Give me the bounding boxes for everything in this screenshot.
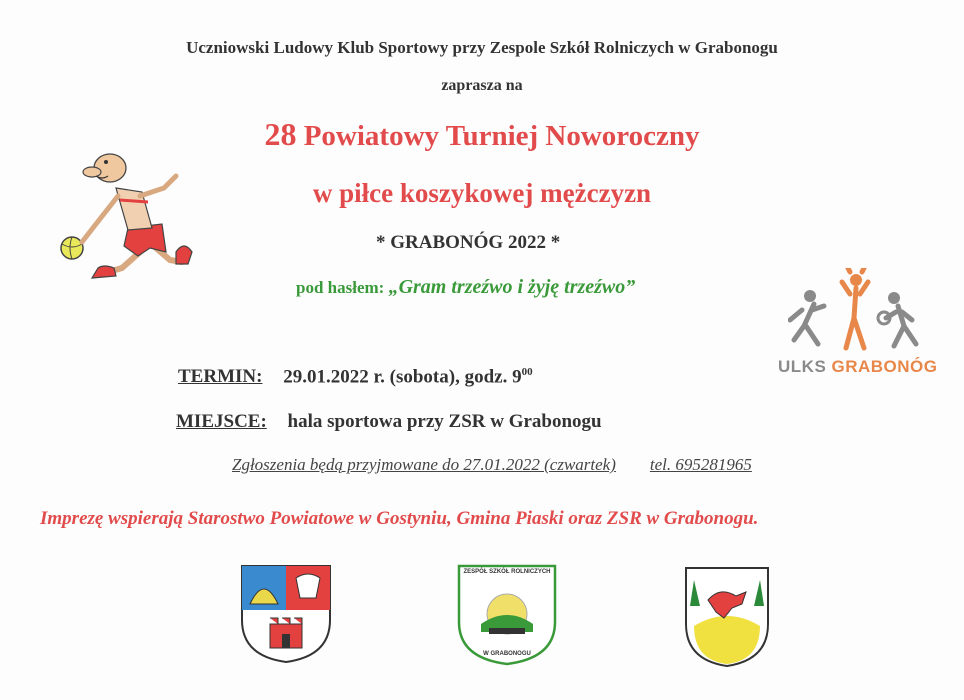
tournament-number: 28 — [264, 116, 297, 152]
miejsce-row — [176, 411, 602, 433]
club-logo-text-part2: GRABONÓG — [831, 357, 938, 376]
termin-label: TERMIN: — [178, 366, 263, 388]
organizer-header: Uczniowski Ludowy Klub Sportowy przy Zespole Szkół Rolniczych w Grabonogu — [186, 38, 778, 57]
county-coat-of-arms — [240, 564, 332, 664]
tournament-title-text: Powiatowy Turniej Noworoczny — [303, 120, 700, 152]
commune-coat-of-arms — [684, 566, 770, 668]
club-logo-figures — [788, 268, 928, 354]
sponsors-line: Imprezę wspierają Starostwo Powiatowe w Gostyniu, Gmina Piaski oraz ZSR w Grabonogu. — [40, 508, 759, 529]
termin-value: 29.01.2022 r. (sobota), godz. 9 — [283, 366, 522, 388]
club-logo-text — [778, 357, 938, 377]
miejsce-label: MIEJSCE: — [176, 411, 267, 432]
slogan-quote: „Gram trzeźwo i żyję trzeźwo” — [388, 276, 636, 298]
slogan-prefix: pod hasłem: — [296, 278, 385, 297]
edition-label: * GRABONÓG 2022 * — [376, 232, 561, 253]
slogan — [296, 276, 635, 299]
tournament-subtitle: w piłce koszykowej mężczyzn — [312, 178, 652, 208]
miejsce-value: hala sportowa przy ZSR w Grabonogu — [287, 411, 602, 432]
termin-hour-sup: 00 — [521, 366, 533, 378]
termin-row — [178, 366, 533, 388]
club-logo-text-part1: ULKS — [778, 357, 832, 376]
registration-phone: tel. 695281965 — [649, 455, 752, 474]
registration-text: Zgłoszenia będą przyjmowane do 27.01.2022 (czwartek) — [232, 455, 616, 474]
school-logo-bottom-text: W GRABONOGU — [483, 651, 531, 657]
basketball-player-illustration — [52, 140, 212, 295]
invite-line: zaprasza na — [441, 77, 523, 94]
registration-line — [232, 455, 752, 475]
school-logo-top-text: ZESPÓŁ SZKÓŁ ROLNICZYCH — [463, 569, 551, 575]
